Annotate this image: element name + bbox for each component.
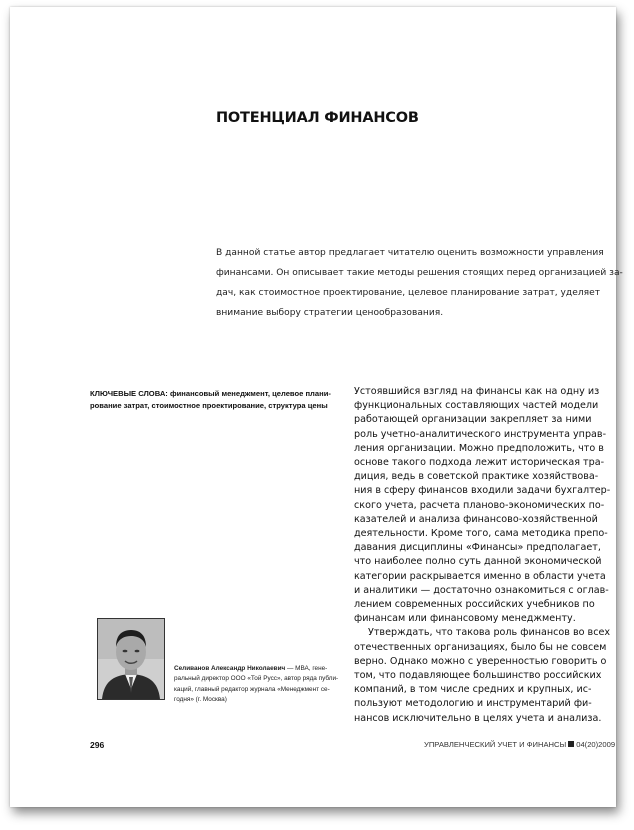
author-line [174,664,344,674]
article-title: ПОТЕНЦИАЛ ФИНАНСОВ [216,110,419,126]
article-body [354,385,611,726]
keywords-line: рование затрат, стоимостное проектирование, структура цены [90,401,328,410]
body-line: Устоявшийся взгляд на финансы как на одну из [354,386,600,397]
author-photo [97,618,165,700]
abstract-line: дач, как стоимостное проектирование, целевое планирование затрат, уделяет [216,288,600,298]
body-line: верно. Однако можно с уверенностью говорить о [354,655,607,667]
author-line: каций, главный редактор журнала «Менеджмент се- [174,685,330,693]
keywords-line: КЛЮЧЕВЫЕ СЛОВА: финансовый менеджмент, целевое плани- [90,389,331,398]
author-line: ральный директор ООО «Той Русс», автор ряда публи- [174,675,339,683]
author-bio-start: — МВА, гене- [285,665,328,672]
body-line: работающей организации закрепляет за ними [354,414,592,426]
abstract-line: финансами. Он описывает такие методы решения стоящих перед организацией за- [216,268,623,278]
author-info [174,664,344,706]
body-line: пользуют методологию и инструментарий фи- [354,698,592,710]
journal-name: УПРАВЛЕНЧЕСКИЙ УЧЕТ И ФИНАНСЫ [424,740,567,749]
body-line: основе такого подхода лежит историческая тра- [354,457,605,469]
issue-number: 04(20)2009 [576,740,616,749]
body-line: что наиболее полно суть данной экономической [354,556,602,568]
body-line: Утверждать, что такова роль финансов во всех [368,627,611,639]
author-name: Селиванов Александр Николаевич [174,665,286,672]
running-footer [424,740,615,749]
body-line: роль учетно-аналитического инструмента управ- [354,428,607,440]
body-line: диция, ведь в советской практике хозяйствова- [354,471,599,483]
body-line: нансов исключительно в целях учета и анализа. [354,712,602,724]
body-line: ского учета, расчета планово-экономических по- [354,499,605,511]
abstract-line: внимание выбору стратегии ценообразования. [216,308,444,318]
body-line: деятельности. Кроме того, сама методика препо- [354,528,608,540]
body-line: категории раскрывается именно в области учета [354,570,606,582]
body-line: компаний, в том числе средних и крупных, ис- [354,684,592,696]
square-bullet-icon [568,741,574,747]
article-abstract [216,243,623,323]
body-line: казателей и анализа финансово-хозяйственной [354,513,598,525]
magazine-page [10,7,623,807]
page-number: 296 [90,740,105,750]
author-portrait-icon [98,619,164,699]
body-line: том, что подавляющее большинство российских [354,670,602,682]
abstract-line: В данной статье автор предлагает читателю оценить возможности управления [216,248,604,258]
body-line: давания дисциплины «Финансы» предполагает, [354,542,601,554]
keywords-block [90,388,340,412]
body-line: и аналитики — достаточно ознакомиться с оглав- [354,584,609,596]
author-line: годня» (г. Москва) [174,696,227,704]
body-line: ления организации. Можно предположить, что в [354,442,604,454]
body-line: ния в сферу финансов входили задачи бухгалтер- [354,485,611,497]
body-line: финансам или финансовому менеджменту. [354,613,576,625]
body-line: лением современных российских учебников по [354,599,595,611]
body-line: функциональных составляющих частей модели [354,400,599,412]
body-line: отечественных организациях, было бы не совсем [354,641,607,653]
